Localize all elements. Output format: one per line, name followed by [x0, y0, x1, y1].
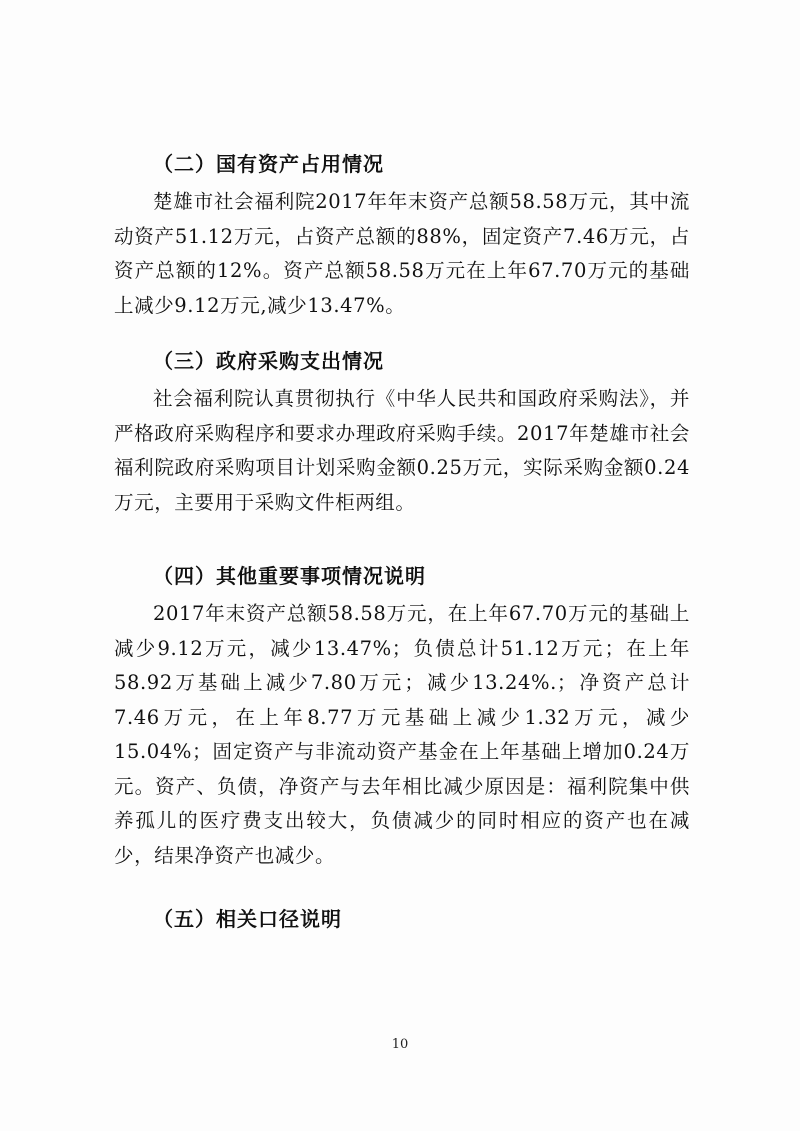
- section-heading-3: （三）政府采购支出情况: [153, 349, 384, 373]
- section-paragraph-3: 社会福利院认真贯彻执行《中华人民共和国政府采购法》，并严格政府采购程序和要求办理政府采购手续。2017年楚雄市社会福利院政府采购项目计划采购金额0.25万元，实际采购金额0.24万元，主要用于采购文件柜两组。: [114, 387, 690, 514]
- section-paragraph-4: 2017年末资产总额58.58万元，在上年67.70万元的基础上减少9.12万元，减少13.47%；负债总计51.12万元；在上年58.92万基础上减少7.80万元；减少13.24%.；净资产总计7.46万元，在上年8.77万元基础上减少1.32万元，减少15.04%；固定资产与非流动资产基金在上年基础上增加0.24万元。资产、负债，净资产与去年相比减少原因是：福利院集中供养孤儿的医疗费支出较大，负债减少的同时相应的资产也在减少，结果净资产也减少。: [114, 602, 690, 867]
- page-number: 10: [391, 1037, 409, 1052]
- section-heading-4: （四）其他重要事项情况说明: [153, 564, 426, 588]
- section-heading-2: （二）国有资产占用情况: [153, 152, 384, 176]
- section-paragraph-2: 楚雄市社会福利院2017年年末资产总额58.58万元，其中流动资产51.12万元，占资产总额的88%，固定资产7.46万元，占资产总额的12%。资产总额58.58万元在上年67.70万元的基础上减少9.12万元,减少13.47%。: [114, 190, 690, 317]
- section-heading-5: （五）相关口径说明: [153, 907, 342, 931]
